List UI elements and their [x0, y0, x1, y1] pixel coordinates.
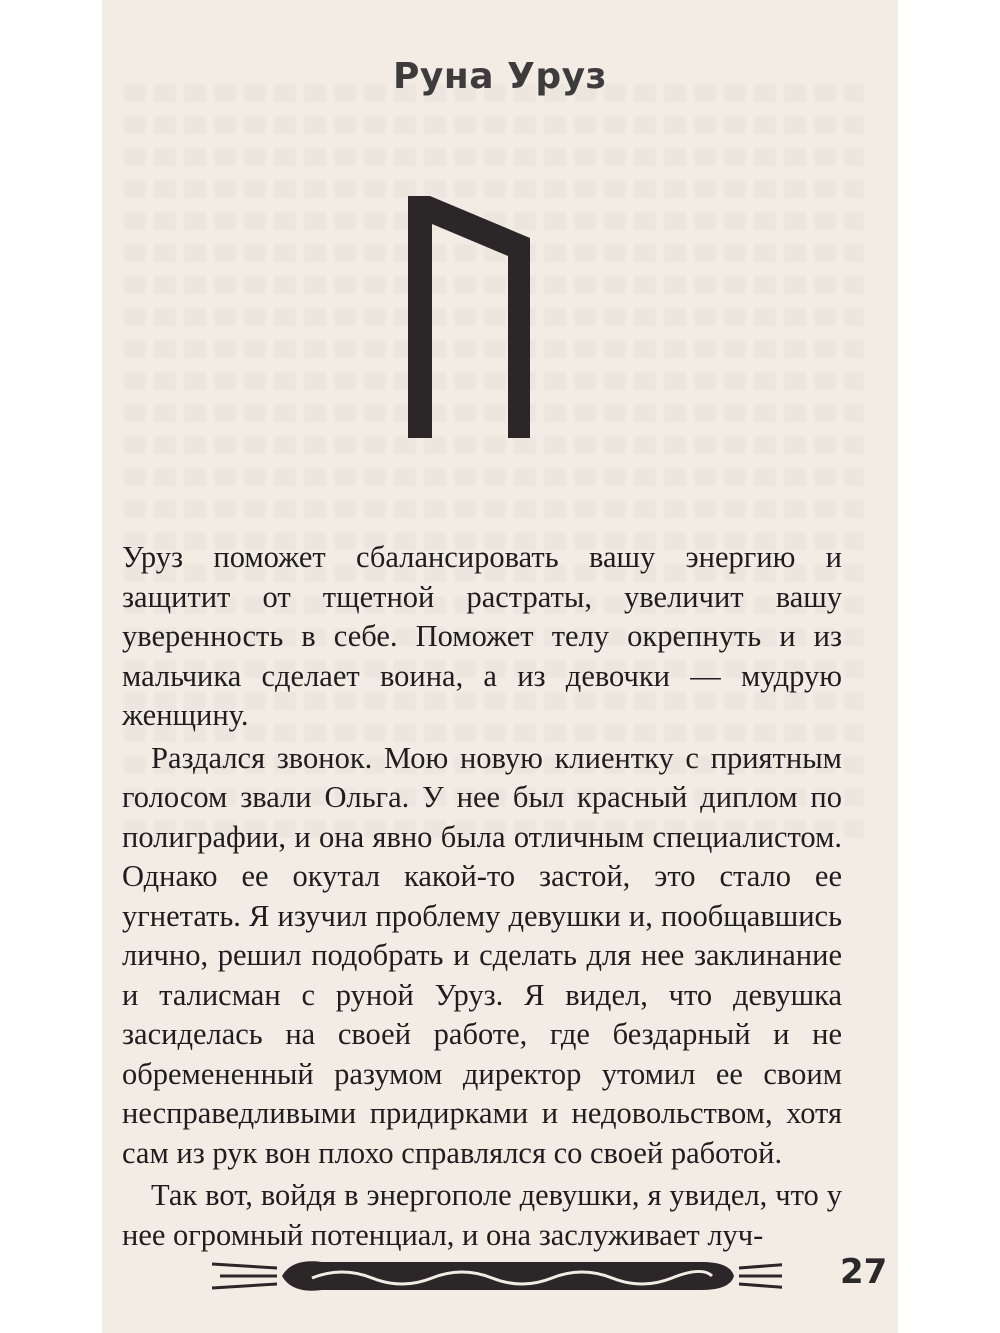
paragraph-2: Раздался звонок. Мою новую клиентку с приятным голосом звали Ольга. У нее был красный диплом по полиграфии, и она явно была отличным специалистом. Однако ее окутал какой-то застой, это стало ее угнетать. Я изучил проблему девушки и, пообщавшись лично, решил подобрать и сделать для нее заклинание и талисман с руной Уруз. Я видел, что девушка засиделась на своей работе, где бездарный и не обремененный разумом директор утомил ее своим несправедливыми придирками и недовольством, хотя сам из рук вон плохо справлялся со своей работой. — [122, 740, 842, 1170]
page-title: Руна Уруз — [393, 56, 607, 97]
page-number: 27 — [840, 1252, 888, 1292]
decorative-border-ornament — [182, 1256, 782, 1296]
body-text — [122, 538, 842, 1255]
paragraph-3: Так вот, войдя в энергополе девушки, я увидел, что у нее огромный потенциал, и она заслуживает луч- — [122, 1178, 842, 1252]
book-page — [102, 0, 898, 1333]
paragraph-1: Уруз поможет сбалансировать вашу энергию и защитит от тщетной растраты, увеличит вашу уверенность в себе. Поможет телу окрепнуть и из мальчика сделает воина, а из девочки — мудрую женщину. — [122, 540, 842, 732]
uruz-rune-icon — [408, 196, 548, 438]
